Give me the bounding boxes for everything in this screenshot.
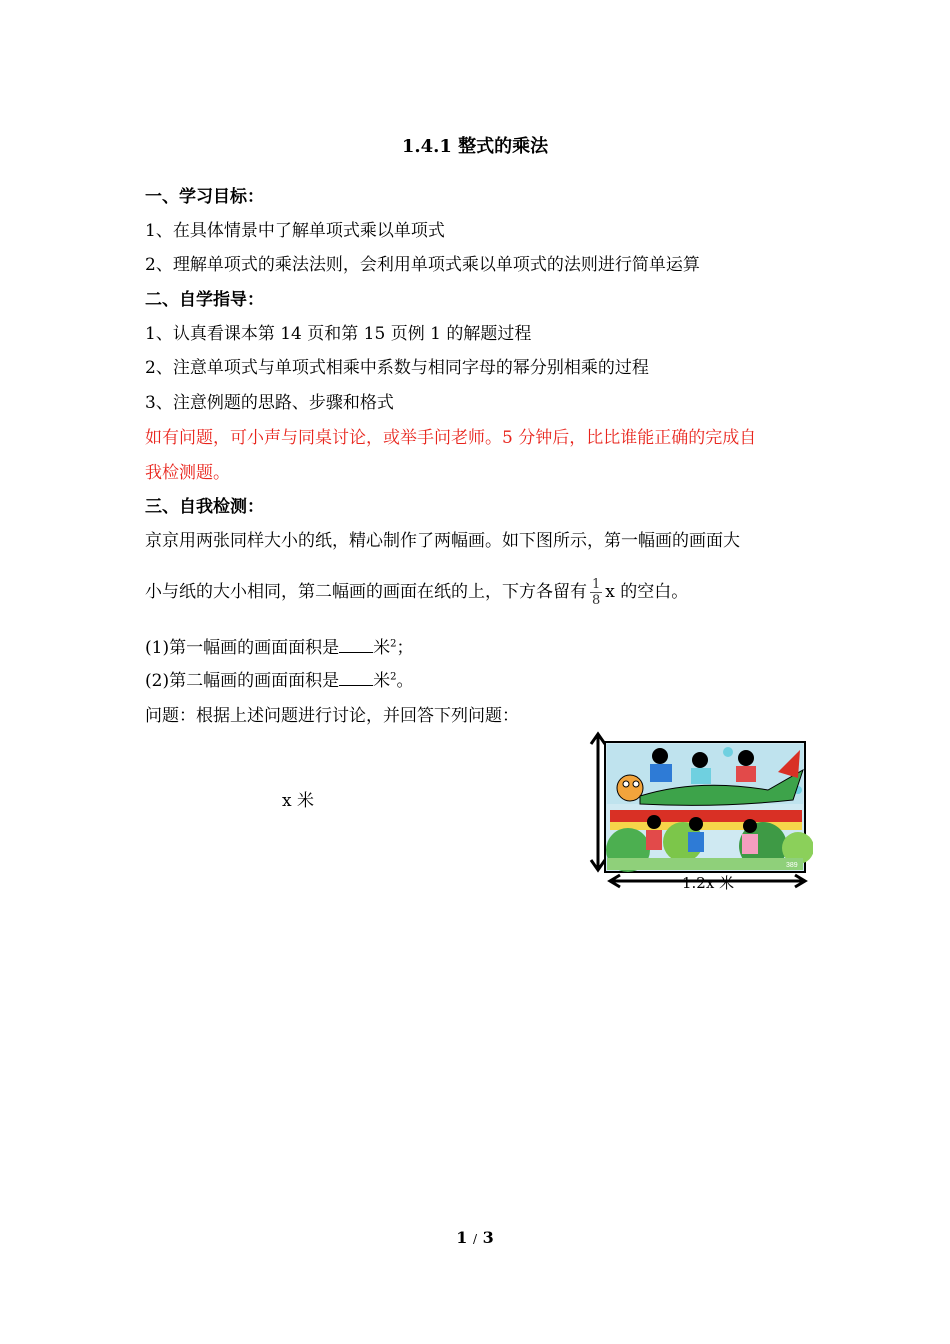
fraction-denominator: 8 — [592, 593, 601, 608]
guide-note-line1: 如有问题，可小声与同桌讨论，或举手问老师。5 分钟后，比比谁能正确的完成自 — [145, 428, 757, 448]
fraction-one-eighth — [590, 577, 602, 608]
problem-line2-text: 小与纸的大小相同，第二幅画的画面在纸的上，下方各留有 — [145, 582, 587, 602]
question-1-punct: ； — [396, 638, 414, 658]
painting-figure — [588, 730, 813, 890]
height-label: x 米 — [282, 791, 314, 811]
problem-line2 — [145, 574, 688, 610]
problem-line1: 京京用两张同样大小的纸，精心制作了两幅画。如下图所示，第一幅画的画面大 — [145, 531, 740, 551]
section2-heading: 二、自学指导： — [145, 290, 264, 310]
question-1-unit: 米 — [373, 638, 391, 658]
question-2-unit: 米 — [373, 671, 391, 691]
guide-note-line2: 我检测题。 — [145, 463, 230, 483]
guide-item-3: 3、注意例题的思路、步骤和格式 — [145, 393, 394, 413]
guide-item-2: 2、注意单项式与单项式相乘中系数与相同字母的幂分别相乘的过程 — [145, 358, 649, 378]
problem-line2-tail: x 的空白。 — [605, 582, 689, 602]
section3-heading: 三、自我检测： — [145, 497, 264, 517]
question-1-text: (1)第一幅画的画面面积是 — [145, 638, 340, 658]
painting-corner-tag: 389 — [786, 862, 798, 869]
question-2-exponent: 2 — [390, 671, 397, 683]
goal-item-2: 2、理解单项式的乘法法则，会利用单项式乘以单项式的法则进行简单运算 — [145, 255, 700, 275]
page-title: 1.4.1 整式的乘法 — [401, 136, 549, 157]
answer-blank-1 — [339, 638, 373, 653]
question-2 — [145, 666, 413, 691]
height-arrow — [591, 734, 605, 870]
section1-heading: 一、学习目标： — [145, 187, 264, 207]
page-footer — [0, 1228, 950, 1247]
page-total: 3 — [482, 1228, 494, 1247]
page-number: 1 — [456, 1228, 468, 1247]
guide-item-1: 1、认真看课本第 14 页和第 15 页例 1 的解题过程 — [145, 324, 532, 344]
question-1 — [145, 633, 413, 658]
page-separator: / — [472, 1232, 478, 1246]
question-2-punct: 。 — [396, 671, 414, 691]
answer-blank-2 — [339, 671, 373, 686]
discussion-prompt: 问题：根据上述问题进行讨论，并回答下列问题： — [145, 706, 519, 726]
width-label: 1.2x 米 — [682, 874, 735, 892]
question-1-exponent: 2 — [390, 638, 397, 650]
painting-image — [605, 742, 813, 872]
question-2-text: (2)第二幅画的画面面积是 — [145, 671, 340, 691]
goal-item-1: 1、在具体情景中了解单项式乘以单项式 — [145, 221, 445, 241]
fraction-numerator: 1 — [592, 577, 601, 592]
